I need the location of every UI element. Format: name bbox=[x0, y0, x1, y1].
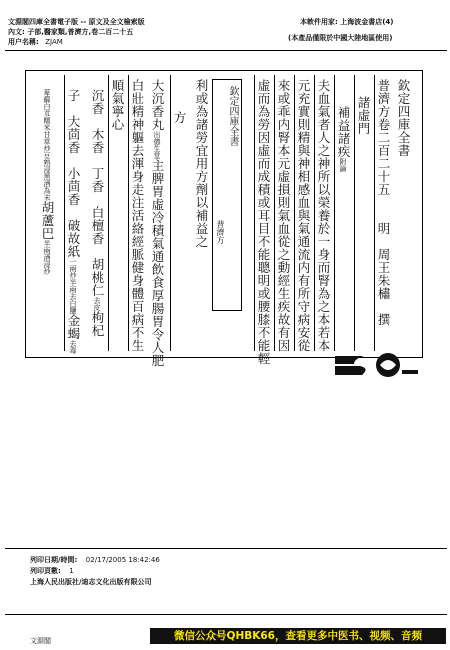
annotation: 半兩酒浸炒 bbox=[43, 240, 51, 275]
column-rule bbox=[294, 75, 295, 351]
text-frame bbox=[25, 70, 423, 367]
column-rule bbox=[64, 75, 65, 351]
text-column: 夫血氣者人之神所以榮養於一身而腎為之本若本 bbox=[316, 79, 331, 352]
print-date: 列印日期/時間: 02/17/2005 18:42:46 bbox=[30, 556, 160, 564]
promo-banner: 微信公众号QHBK66，查看更多中医书、视频、音频 bbox=[150, 628, 446, 644]
footer bbox=[30, 555, 160, 588]
text-column: 利或為諸勞宜用方劑以補益之 bbox=[194, 79, 209, 248]
next-page-header-fragment: 文淵閣 bbox=[30, 637, 51, 645]
header-right bbox=[288, 17, 394, 43]
licensee: 本軟件用家: 上海波金書店(4) bbox=[300, 18, 394, 26]
column-rule bbox=[374, 75, 375, 351]
box-title: 欽定四庫全書 bbox=[227, 86, 238, 146]
section-title: 諸虛門 bbox=[356, 96, 371, 135]
column-rule bbox=[170, 75, 171, 351]
text-column: 方 bbox=[172, 111, 187, 124]
text-column: 來或乖内腎本元虛損則氣血從之動經生疾故有因 bbox=[276, 79, 291, 352]
text-column: 元充實則精與神相感血與氣通流内有所守病安從 bbox=[296, 79, 311, 352]
column-rule bbox=[108, 75, 109, 351]
footer-divider bbox=[5, 548, 447, 549]
text-column: 沉香 木香 丁香 白檀香 胡桃仁去皮枸杞 bbox=[90, 89, 105, 337]
text-column: 普濟方卷二百二十五 明 周王朱橚 撰 bbox=[376, 79, 391, 326]
column-rule bbox=[354, 75, 355, 351]
user-value: ZJAM bbox=[45, 38, 63, 46]
column-rule bbox=[128, 75, 129, 351]
text-column: 萆薢白朮糯米甘草炒豆熟浸黑酒為末胡蘆巴半兩酒浸炒 bbox=[40, 89, 55, 275]
box-subtitle: 普濟方 bbox=[216, 220, 225, 244]
column-rule bbox=[334, 75, 335, 351]
user-label: 用户名稱: bbox=[8, 38, 39, 46]
text-column: 欽定四庫全書 bbox=[396, 79, 411, 157]
text-column: 子 大茴香 小茴香 破故紙一兩炒半兩去白鹽金蝎去毒 bbox=[66, 89, 81, 354]
text-column bbox=[356, 96, 371, 135]
column-rule bbox=[314, 75, 315, 351]
header-divider bbox=[5, 50, 447, 51]
column-rule bbox=[274, 75, 275, 351]
page-label-box bbox=[212, 79, 242, 311]
publisher: 上海人民出版社/迪志文化出版有限公司 bbox=[30, 578, 152, 586]
print-pages: 列印頁數: 1 bbox=[30, 567, 74, 575]
text-column: 虛而為勞因虛而成積或耳目不能聰明或腰膝不能輕 bbox=[256, 79, 271, 365]
page-divider bbox=[5, 614, 447, 615]
annotation: 去皮 bbox=[93, 297, 101, 311]
header-left bbox=[8, 17, 145, 47]
annotation: 一兩炒半兩去白鹽 bbox=[69, 258, 77, 314]
text-column: 大沉香丸出德生堂主脾胃虛冷積氣通飲食厚腸胃令人肥 bbox=[150, 79, 165, 367]
text-column: 順氣寧心 bbox=[110, 79, 125, 131]
publisher-logo-icon bbox=[330, 350, 420, 380]
annotation: 出德生堂 bbox=[153, 131, 161, 159]
header-content-path: 內文: 子部,醫家類,普濟方,卷二百二十五 bbox=[8, 28, 134, 36]
annotation: 萆薢白朮糯米甘草炒豆熟浸黑酒為末 bbox=[43, 89, 51, 201]
header-title: 文淵閣四庫全書電子版 -- 原文及全文檢索版 bbox=[8, 18, 145, 26]
license-note: (本產品僅限於中國大陸地區使用) bbox=[288, 34, 393, 42]
header-user bbox=[8, 37, 145, 47]
column-rule bbox=[254, 75, 255, 351]
subsection-title: 補益諸疾 bbox=[336, 106, 351, 158]
text-column: 白壯精神軀去渾身走注活絡經脈健身體百病不生 bbox=[130, 79, 145, 352]
annotation: 附論 bbox=[339, 158, 347, 172]
annotation: 去毒 bbox=[69, 340, 77, 354]
text-column bbox=[336, 106, 351, 172]
